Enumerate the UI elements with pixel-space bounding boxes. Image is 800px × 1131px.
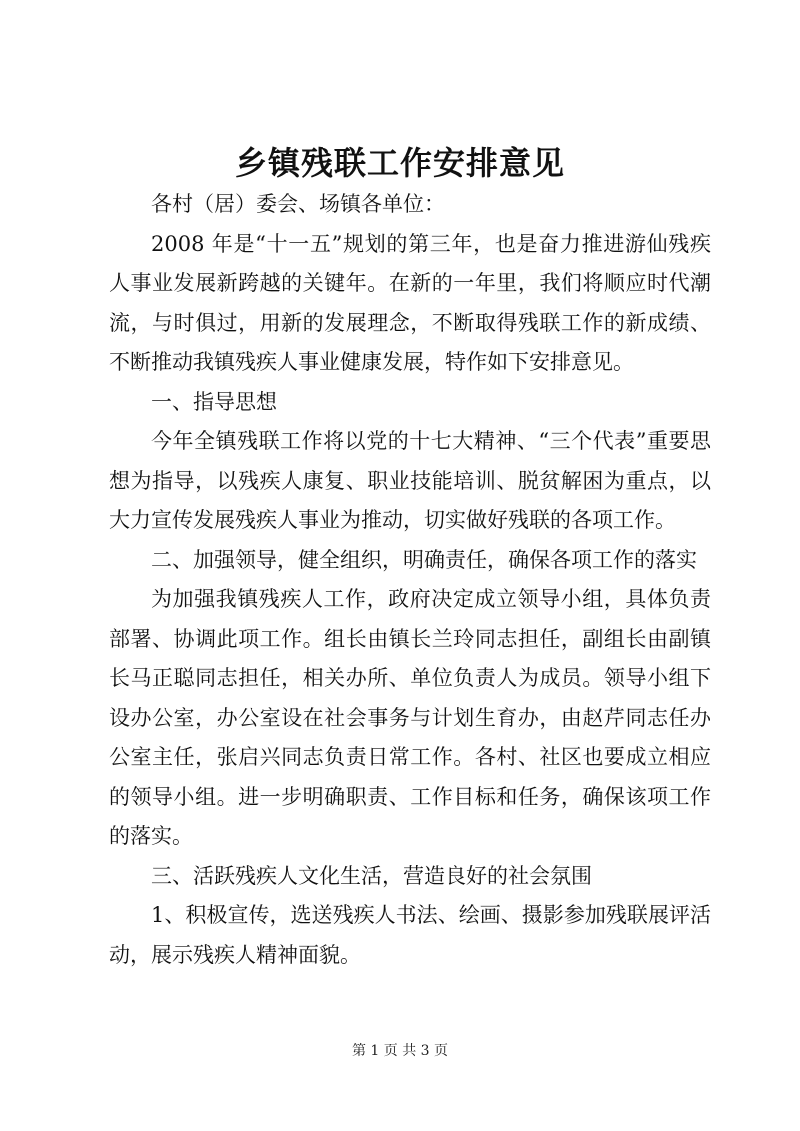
section-heading-guiding-ideology: 一、指导思想: [151, 389, 277, 414]
paragraph-leadership: 为加强我镇残疾人工作，政府决定成立领导小组，具体负责部署、协调此项工作。组长由镇长兰玲同志担任，副组长由副镇长马正聪同志担任，相关办所、单位负责人为成员。领导小组下设办公室，办公室设在社会事务与计划生育办，由赵芹同志任办公室主任，张启兴同志负责日常工作。各村、社区也要成立相应的领导小组。进一步明确职责、工作目标和任务，确保该项工作的落实。: [109, 587, 711, 848]
paragraph-publicity: 1、积极宣传，选送残疾人书法、绘画、摄影参加残联展评活动，展示残疾人精神面貌。: [109, 903, 711, 967]
section-heading-cultural-life: 三、活跃残疾人文化生活，营造良好的社会氛围: [151, 863, 592, 888]
document-body: [109, 185, 711, 975]
paragraph-guiding-ideology: 今年全镇残联工作将以党的十七大精神、“三个代表”重要思想为指导，以残疾人康复、职业技能培训、脱贫解困为重点，以大力宣传发展残疾人事业为推动，切实做好残联的各项工作。: [109, 429, 711, 532]
salutation: 各村（居）委会、场镇各单位：: [151, 192, 445, 216]
paragraph-intro: 2008 年是“十一五”规划的第三年，也是奋力推进游仙残疾人事业发展新跨越的关键年。在新的一年里，我们将顺应时代潮流，与时俱过，用新的发展理念，不断取得残联工作的新成绩、不断推动我镇残疾人事业健康发展，特作如下安排意见。: [109, 231, 711, 374]
section-heading-leadership: 二、加强领导，健全组织，明确责任，确保各项工作的落实: [151, 547, 697, 572]
document-title: 乡镇残联工作安排意见: [234, 144, 565, 182]
page-footer: 第 1 页 共 3 页: [351, 1043, 449, 1059]
